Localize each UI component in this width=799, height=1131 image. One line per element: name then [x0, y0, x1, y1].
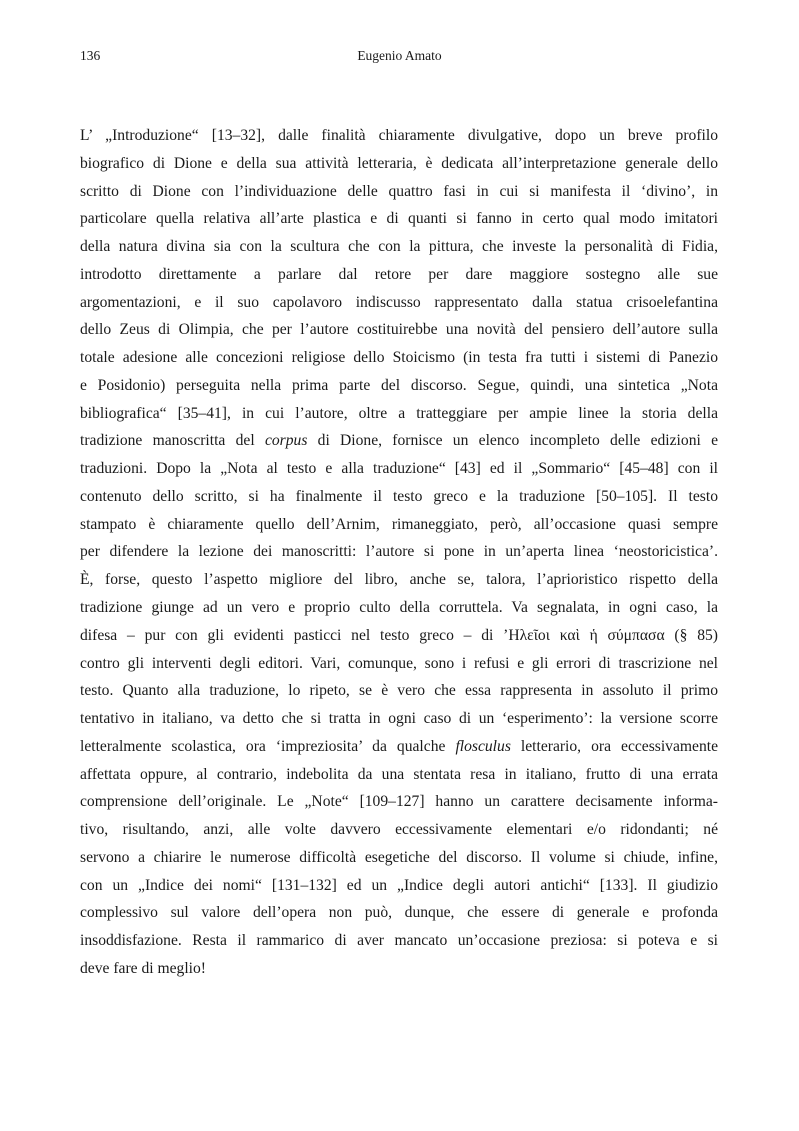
text-line: per difendere la lezione dei manoscritti: l’autore si pone in un’aperta linea ‘neostoricistica’.	[80, 543, 718, 561]
text-line: contro gli interventi degli editori. Vari, comunque, sono i refusi e gli errori di trascrizione nel	[80, 654, 718, 672]
text-line: È, forse, questo l’aspetto migliore del libro, anche se, talora, l’aprioristico rispetto della	[80, 571, 718, 589]
text-line	[80, 622, 718, 650]
text-line: traduzioni. Dopo la „Nota al testo e alla traduzione“ [43] ed il „Sommario“ [45–48] con il	[80, 460, 718, 478]
text-line: introdotto direttamente a parlare dal retore per dare maggiore sostegno alle sue	[80, 265, 718, 283]
text-segment: tradizione manoscritta del	[80, 432, 265, 450]
text-line: servono a chiarire le numerose difficoltà esegetiche del discorso. Il volume si chiude, infine,	[80, 848, 718, 866]
text-segment: ’Ηλεῖοι καὶ ἡ σύμπασα	[503, 626, 665, 644]
running-title: Eugenio Amato	[357, 48, 442, 63]
text-line: tivo, risultando, anzi, alle volte davvero eccessivamente elementari e/o ridondanti; né	[80, 821, 718, 839]
italic-term: flosculus	[455, 737, 511, 755]
body-paragraph	[80, 122, 718, 983]
text-segment: letteralmente scolastica, ora ‘impreziosita’ da qualche	[80, 737, 456, 755]
text-line: complessivo sul valore dell’opera non può, dunque, che essere di generale e profonda	[80, 904, 718, 922]
text-segment: difesa – pur con gli evidenti pasticci nel testo greco – di	[80, 626, 504, 644]
text-line: comprensione dell’originale. Le „Note“ [109–127] hanno un carattere decisamente informa-	[80, 793, 718, 811]
text-line: tradizione giunge ad un vero e proprio culto della corruttela. Va segnalata, in ogni caso, la	[80, 599, 718, 617]
italic-term: corpus	[264, 432, 308, 450]
text-line: argomentazioni, e il suo capolavoro indiscusso rappresentato dalla statua crisoelefantina	[80, 293, 718, 311]
text-segment: letterario, ora eccessivamente	[510, 737, 718, 755]
text-line: tentativo in italiano, va detto che si tratta in ogni caso di un ‘esperimento’: la versione scorre	[80, 710, 718, 728]
text-line: scritto di Dione con l’individuazione delle quattro fasi in cui si manifesta il ‘divino’, in	[80, 182, 718, 200]
text-segment: (§ 85)	[664, 626, 718, 644]
text-line: L’ „Introduzione“ [13–32], dalle finalità chiaramente divulgative, dopo un breve profilo	[80, 127, 718, 144]
text-line: testo. Quanto alla traduzione, lo ripeto, se è vero che essa rappresenta in assoluto il primo	[80, 682, 718, 700]
text-line: contenuto dello scritto, si ha finalmente il testo greco e la traduzione [50–105]. Il testo	[80, 487, 718, 505]
page-number: 136	[80, 48, 101, 63]
text-line: totale adesione alle concezioni religiose dello Stoicismo (in testa fra tutti i sistemi di Panezio	[80, 349, 718, 367]
text-line: stampato è chiaramente quello dell’Arnim, rimaneggiato, però, all’occasione quasi sempre	[80, 515, 718, 533]
text-line: della natura divina sia con la scultura che con la pittura, che investe la personalità di Fidia,	[80, 238, 718, 256]
text-line: affettata oppure, al contrario, indebolita da una stentata resa in italiano, frutto di una errata	[80, 765, 718, 783]
text-line: deve fare di meglio!	[80, 959, 206, 977]
text-line	[80, 427, 718, 455]
text-line	[80, 733, 718, 761]
text-line: biografico di Dione e della sua attività letteraria, è dedicata all’interpretazione generale dello	[80, 154, 718, 172]
text-segment: di Dione, fornisce un elenco incompleto delle edizioni e	[307, 432, 719, 450]
text-line: e Posidonio) perseguita nella prima parte del discorso. Segue, quindi, una sintetica „Nota	[80, 376, 718, 394]
text-line: con un „Indice dei nomi“ [131–132] ed un „Indice degli autori antichi“ [133]. Il giudizio	[80, 876, 718, 894]
text-line: bibliografica“ [35–41], in cui l’autore, oltre a tratteggiare per ampie linee la storia della	[80, 404, 718, 422]
text-line: insoddisfazione. Resta il rammarico di aver mancato un’occasione preziosa: si poteva e si	[80, 932, 718, 950]
text-line: particolare quella relativa all’arte plastica e di quanti si fanno in certo qual modo imitatori	[80, 210, 718, 228]
text-line: dello Zeus di Olimpia, che per l’autore costituirebbe una novità del pensiero dell’autore sulla	[80, 321, 718, 339]
